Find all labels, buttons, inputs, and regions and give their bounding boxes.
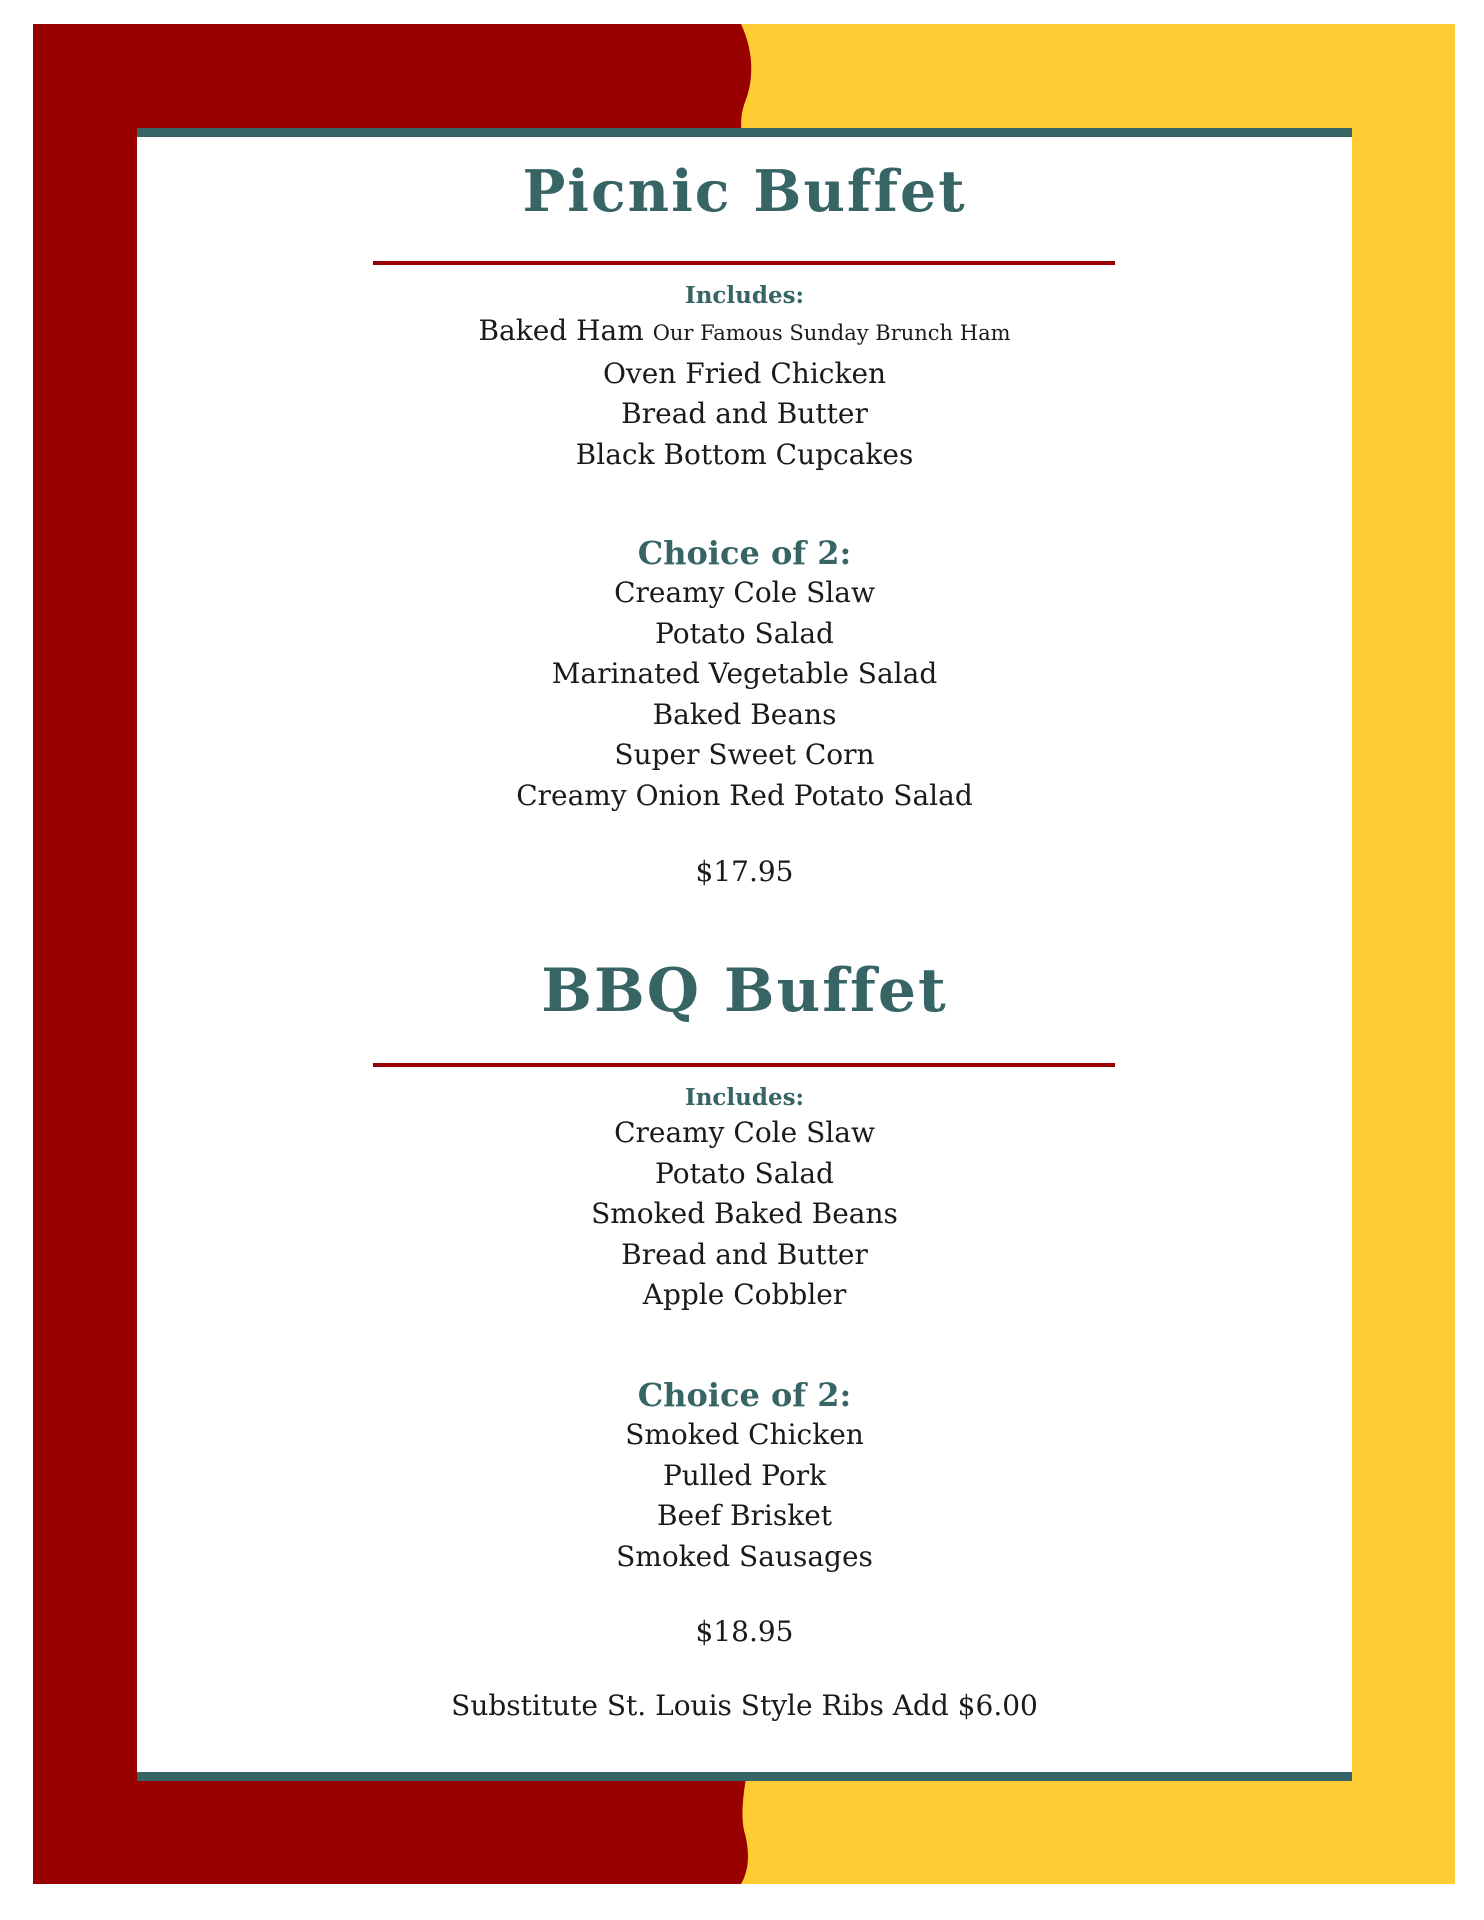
- list-item: Potato Salad: [655, 1156, 834, 1190]
- list-item: Pulled Pork: [662, 1458, 827, 1492]
- picnic-divider: [373, 261, 1115, 265]
- picnic-includes: [137, 281, 1352, 475]
- menu-item-note: Our Famous Sunday Brunch Ham: [652, 321, 1011, 345]
- bbq-buffet-title: BBQ Buffet: [541, 956, 948, 1026]
- list-item: Creamy Cole Slaw: [614, 576, 875, 609]
- picnic-price: $17.95: [695, 855, 794, 888]
- list-item: Apple Cobbler: [642, 1278, 847, 1311]
- bbq-price-section: [137, 1615, 1352, 1648]
- list-item: Creamy Onion Red Potato Salad: [516, 778, 973, 812]
- bbq-divider: [373, 1063, 1115, 1067]
- list-item: Smoked Baked Beans: [591, 1197, 898, 1230]
- list-item: Baked Beans: [652, 697, 837, 731]
- picnic-buffet-title: Picnic Buffet: [522, 158, 967, 225]
- bbq-choices: [137, 1375, 1352, 1577]
- bbq-buffet-section: [137, 956, 1352, 1026]
- picnic-buffet-section: [137, 158, 1352, 225]
- list-item: Smoked Chicken: [625, 1418, 864, 1451]
- list-item: Black Bottom Cupcakes: [575, 437, 914, 471]
- menu-item-name: Baked Ham: [478, 314, 644, 347]
- list-item: [137, 311, 1352, 354]
- list-item: Bread and Butter: [621, 397, 868, 430]
- picnic-includes-list: [137, 311, 1352, 475]
- bbq-includes-label: Includes:: [684, 1084, 805, 1111]
- list-item: Beef Brisket: [656, 1499, 833, 1532]
- picnic-choices-list: [137, 573, 1352, 816]
- bbq-price: $18.95: [695, 1615, 794, 1648]
- picnic-price-section: [137, 855, 1352, 888]
- bbq-choices-list: [137, 1415, 1352, 1577]
- bbq-choice-label: Choice of 2:: [637, 1376, 852, 1414]
- bbq-substitute-section: [137, 1689, 1352, 1722]
- list-item: Potato Salad: [655, 616, 834, 650]
- picnic-choices: [137, 533, 1352, 816]
- list-item: Creamy Cole Slaw: [614, 1116, 875, 1149]
- list-item: Oven Fried Chicken: [602, 356, 887, 390]
- list-item: Super Sweet Corn: [614, 738, 875, 771]
- picnic-choice-label: Choice of 2:: [637, 534, 852, 572]
- picnic-includes-label: Includes:: [684, 282, 805, 309]
- list-item: Bread and Butter: [621, 1237, 868, 1271]
- menu-card: [137, 128, 1352, 1781]
- list-item: Smoked Sausages: [616, 1539, 873, 1573]
- ribs-substitute-note: Substitute St. Louis Style Ribs Add $6.00: [451, 1689, 1038, 1722]
- list-item: Marinated Vegetable Salad: [551, 657, 938, 690]
- bbq-includes: [137, 1083, 1352, 1316]
- bbq-includes-list: [137, 1113, 1352, 1316]
